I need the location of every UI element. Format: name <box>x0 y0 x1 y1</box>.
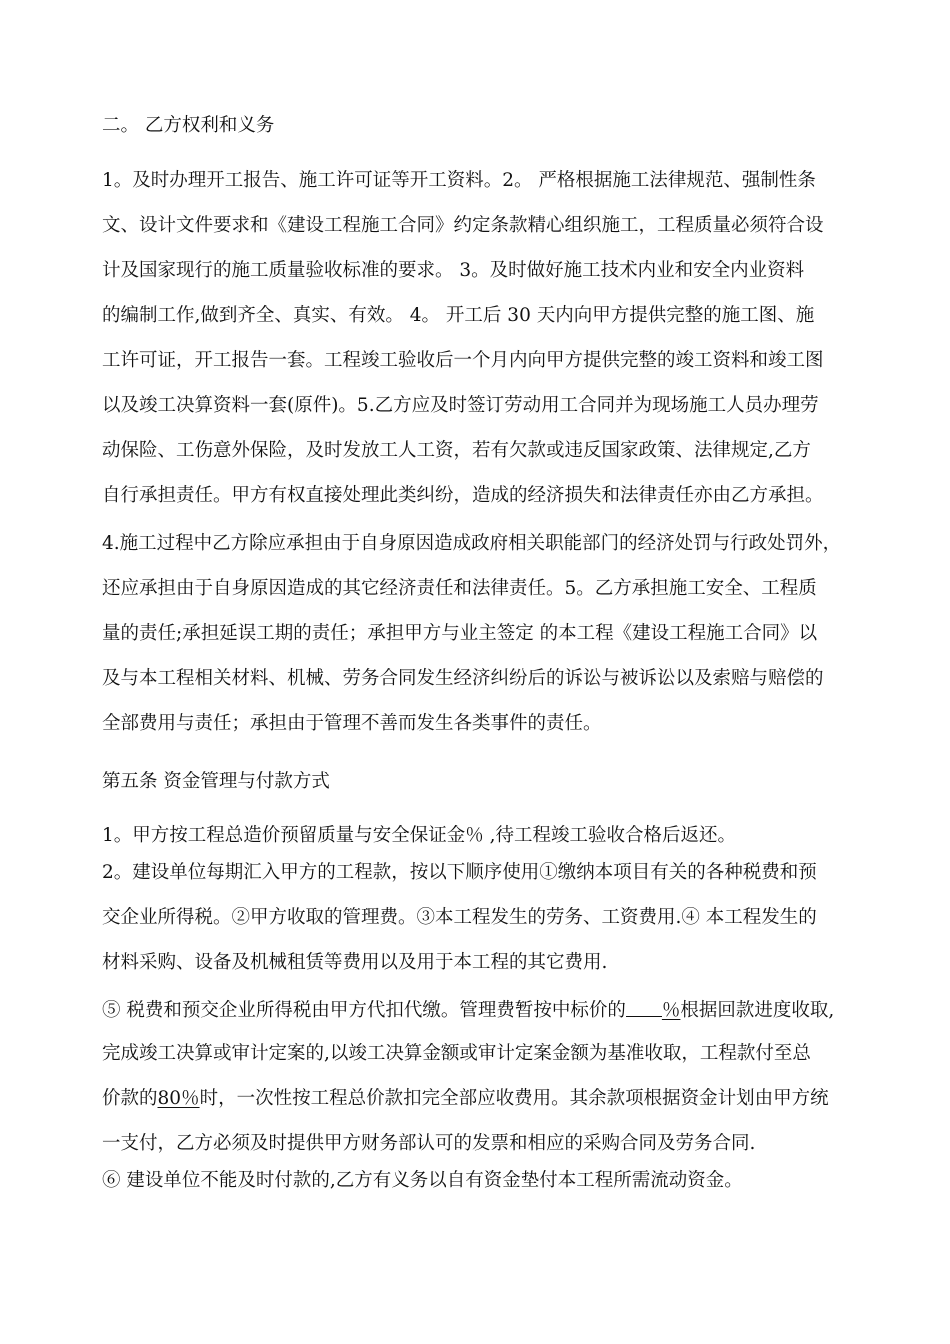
paragraph-line: 动保险、工伤意外保险，及时发放工人工资，若有欠款或违反国家政策、法律规定,乙方 <box>102 440 811 461</box>
paragraph-line: 完成竣工决算或审计定案的,以竣工决算金额或审计定案金额为基准收取，工程款付至总 <box>102 1043 811 1064</box>
paragraph-line: 以及竣工决算资料一套(原件)。5.乙方应及时签订劳动用工合同并为现场施工人员办理劳 <box>102 395 819 416</box>
paragraph-line: 2。建设单位每期汇入甲方的工程款，按以下顺序使用①缴纳本项目有关的各种税费和预 <box>102 862 817 883</box>
text-run: 时，一次性按工程总价款扣完全部应收费用。其余款项根据资金计划由甲方统 <box>199 1088 829 1109</box>
text-run: ⑤ 税费和预交企业所得税由甲方代扣代缴。管理费暂按中标价的 <box>102 1000 626 1021</box>
percent-sign: ％ <box>661 1000 681 1021</box>
article-heading: 第五条 资金管理与付款方式 <box>102 771 330 792</box>
paragraph-line: ⑥ 建设单位不能及时付款的,乙方有义务以自有资金垫付本工程所需流动资金。 <box>102 1170 743 1191</box>
paragraph-line: 文、设计文件要求和《建设工程施工合同》约定条款精心组织施工，工程质量必须符合设 <box>102 215 824 236</box>
paragraph-line: 的编制工作,做到齐全、真实、有效。 4。 开工后 30 天内向甲方提供完整的施工图、施 <box>102 305 815 326</box>
paragraph-line: 及与本工程相关材料、机械、劳务合同发生经济纠纷后的诉讼与被诉讼以及索赔与赔偿的 <box>102 668 824 689</box>
paragraph-line: 一支付，乙方必须及时提供甲方财务部认可的发票和相应的采购合同及劳务合同. <box>102 1133 756 1154</box>
paragraph-line: 量的责任;承担延误工期的责任；承担甲方与业主签定 的本工程《建设工程施工合同》以 <box>102 623 818 644</box>
paragraph-line: 1。甲方按工程总造价预留质量与安全保证金％ ,待工程竣工验收合格后返还。 <box>102 825 737 846</box>
paragraph-line: 4.施工过程中乙方除应承担由于自身原因造成政府相关职能部门的经济处罚与行政处罚外， <box>102 533 842 554</box>
blank-field <box>626 1000 662 1017</box>
paragraph-line: 1。及时办理开工报告、施工许可证等开工资料。2。 严格根据施工法律规范、强制性条 <box>102 170 816 191</box>
paragraph-line: 交企业所得税。②甲方收取的管理费。③本工程发生的劳务、工资费用.④ 本工程发生的 <box>102 907 817 928</box>
paragraph-line <box>102 1090 829 1109</box>
paragraph-line: 还应承担由于自身原因造成的其它经济责任和法律责任。5。乙方承担施工安全、工程质 <box>102 578 817 599</box>
underlined-percent: 80％ <box>157 1088 200 1109</box>
text-run: 价款的 <box>102 1088 158 1109</box>
paragraph-line: 自行承担责任。甲方有权直接处理此类纠纷，造成的经济损失和法律责任亦由乙方承担。 <box>102 485 824 506</box>
paragraph-line: 材料采购、设备及机械租赁等费用以及用于本工程的其它费用. <box>102 952 608 973</box>
paragraph-line: 计及国家现行的施工质量验收标准的要求。 3。及时做好施工技术内业和安全内业资料 <box>102 260 805 281</box>
section-heading: 二。 乙方权利和义务 <box>102 115 275 136</box>
text-run: 根据回款进度收取, <box>680 1000 835 1021</box>
paragraph-line: 工许可证，开工报告一套。工程竣工验收后一个月内向甲方提供完整的竣工资料和竣工图 <box>102 350 824 371</box>
paragraph-line: 全部费用与责任；承担由于管理不善而发生各类事件的责任。 <box>102 713 602 734</box>
paragraph-line <box>102 1000 834 1021</box>
